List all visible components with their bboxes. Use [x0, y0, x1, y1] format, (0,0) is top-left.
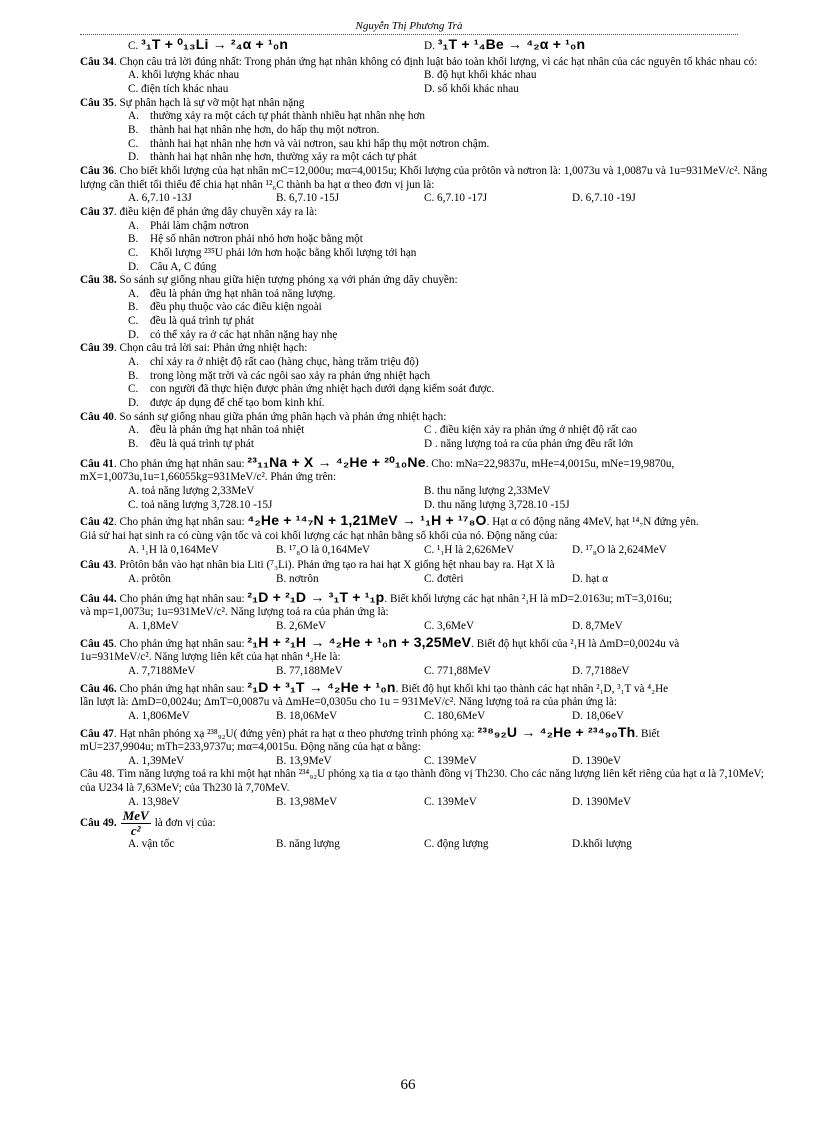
- option-b[interactable]: B. nơtrôn: [276, 572, 319, 585]
- answer-options: [128, 544, 780, 558]
- option-a[interactable]: đều là phản ứng hạt nhân toả nhiệt: [150, 424, 305, 437]
- option-d[interactable]: D. thành hai hạt nhân nhẹ hơn, thường xảy ra một cách tự phát: [128, 151, 417, 164]
- option-b[interactable]: B. thu năng lượng 2,33MeV: [424, 485, 551, 497]
- option-c[interactable]: C. đều là quá trình tự phát: [128, 315, 254, 328]
- question-41: Câu 41. Cho phản ứng hạt nhân sau: ²³₁₁Na + X → ⁴₂He + ²⁰₁₀Ne. Cho: mNa=22,9837u, mHe=4,0015u, mNe=19,9870u,: [80, 453, 675, 470]
- option-c[interactable]: C . điều kiện xảy ra phản ứng ở nhiệt độ rất cao: [424, 424, 637, 437]
- option-b[interactable]: B. 13,98MeV: [276, 795, 338, 808]
- question-47: Câu 47. Hạt nhân phóng xạ ²³⁸₉₂U( đứng yên) phát ra hạt α theo phương trình phóng xạ: ²³⁸₉₂U → ⁴₂He + ²³⁴₉₀Th. Biết: [80, 723, 660, 740]
- question-42-line2: Giả sử hai hạt sinh ra có cùng vận tốc và coi khối lượng các hạt nhân bằng số khối của nó. Động năng của:: [80, 529, 558, 542]
- option-c[interactable]: C. 771,88MeV: [424, 664, 491, 677]
- question-39: Câu 39. Chọn câu trả lời sai: Phản ứng nhiệt hạch:: [80, 342, 308, 355]
- question-42: Câu 42. Cho phản ứng hạt nhân sau: ⁴₂He + ¹⁴₇N + 1,21MeV → ¹₁H + ¹⁷₈O. Hạt α có động năng 4MeV, hạt ¹⁴₇N đứng yên.: [80, 512, 699, 529]
- option-d[interactable]: D. 6,7.10 -19J: [572, 192, 636, 205]
- option-d[interactable]: D. thu năng lượng 3,728.10 -15J: [424, 498, 570, 511]
- question-44: Câu 44. Cho phản ứng hạt nhân sau: ²₁D + ²₁D → ³₁T + ¹₁p. Biết khối lượng các hạt nhân ²₁H là mD=2.0163u; mT=3,016u;: [80, 588, 672, 605]
- reaction-equation: ²³₁₁Na + X → ⁴₂He + ²⁰₁₀Ne: [247, 453, 426, 470]
- option-c[interactable]: C. 6,7.10 -17J: [424, 192, 488, 205]
- option-label: D.: [424, 40, 435, 52]
- option-d[interactable]: D . năng lượng toả ra của phản ứng đều rất lớn: [424, 438, 634, 451]
- question-46-line2: lần lượt là: ΔmD=0,0024u; ΔmT=0,0087u và ΔmHe=0,0305u cho 1u = 931MeV/c². Năng lượng toả ra của phản ứng là:: [80, 696, 617, 709]
- question-46: Câu 46. Cho phản ứng hạt nhân sau: ²₁D + ³₁T → ⁴₂He + ¹₀n. Biết độ hụt khối khi tạo thành các hạt nhân ²₁D, ³₁T và ⁴₂He: [80, 678, 669, 695]
- option-d[interactable]: D. hạt α: [572, 572, 608, 585]
- answer-options: [128, 838, 780, 852]
- option-d[interactable]: D. ¹⁷₈O là 2,624MeV: [572, 543, 667, 556]
- option-a[interactable]: A. chỉ xảy ra ở nhiệt độ rất cao (hàng chục, hàng trăm triệu độ): [128, 356, 419, 369]
- option-a[interactable]: A. khối lượng khác nhau: [128, 69, 240, 82]
- option-b[interactable]: B. thành hai hạt nhân nhẹ hơn, do hấp thụ một nơtron.: [128, 123, 380, 136]
- question-35: Câu 35. Sự phân hạch là sự vỡ một hạt nhân nặng: [80, 96, 305, 109]
- option-a[interactable]: A. toả năng lượng 2,33MeV: [128, 485, 255, 497]
- reaction-equation: ²³⁸₉₂U → ⁴₂He + ²³⁴₉₀Th: [477, 723, 636, 740]
- option-b[interactable]: B. Hệ số nhân nơtron phải nhỏ hơn hoặc bằng một: [128, 233, 363, 246]
- option-d[interactable]: D. số khối khác nhau: [424, 82, 519, 95]
- answer-options: [128, 69, 780, 83]
- option-c[interactable]: C. đơtêri: [424, 572, 464, 585]
- reaction-equation: ²₁D + ²₁D → ³₁T + ¹₁p: [247, 588, 385, 605]
- option-c[interactable]: C. 139MeV: [424, 754, 477, 767]
- option-a[interactable]: A. 1,806MeV: [128, 709, 190, 722]
- answer-options: [128, 620, 780, 634]
- option-d[interactable]: D. Câu A, C đúng: [128, 260, 217, 273]
- reaction-equation: ⁴₂He + ¹⁴₇N + 1,21MeV → ¹₁H + ¹⁷₈O: [247, 512, 487, 529]
- question-34: Câu 34. Chọn câu trả lời đúng nhất: Trong phản ứng hạt nhân không có định luật bảo toàn khối lượng, vì các hạt nhân của các nguyên tố khác nhau có:: [80, 55, 758, 68]
- option-b[interactable]: B. năng lượng: [276, 838, 340, 851]
- option-c[interactable]: C. 139MeV: [424, 795, 477, 808]
- option-a[interactable]: A. thường xảy ra một cách tự phát thành nhiều hạt nhân nhẹ hơn: [128, 110, 425, 123]
- answer-options: [128, 192, 780, 206]
- option-c[interactable]: C. toả năng lượng 3,728.10 -15J: [128, 498, 273, 511]
- answer-options: [128, 485, 780, 499]
- option-c[interactable]: C. Khối lượng ²³⁵U phải lớn hơn hoặc bằng khối lượng tới hạn: [128, 246, 417, 259]
- answer-options: [128, 755, 780, 769]
- option-b[interactable]: đều là quá trình tự phát: [150, 438, 254, 451]
- page-number: 66: [400, 1077, 416, 1093]
- option-a[interactable]: A. Phải làm chậm nơtron: [128, 219, 249, 232]
- option-c[interactable]: C. thành hai hạt nhân nhẹ hơn và vài nơtron, sau khi hấp thụ một nơtron chậm.: [128, 137, 490, 150]
- answer-options: [128, 710, 780, 724]
- option-label: C.: [128, 40, 139, 52]
- question-48: Câu 48. Tìm năng lượng toả ra khi một hạt nhân ²³⁴₉₂U phóng xạ tia α tạo thành đồng vị Th230. Cho các năng lượng liên kết riêng của hạt α là 7,10MeV; của U234 là 7,63MeV; của Th230 là 7,70MeV.: [80, 768, 764, 795]
- option-d[interactable]: D. 1390eV: [572, 754, 622, 767]
- option-b[interactable]: B. 6,7.10 -15J: [276, 192, 340, 205]
- option-c[interactable]: C. 3,6MeV: [424, 619, 475, 632]
- question-38: Câu 38. So sánh sự giống nhau giữa hiện tượng phóng xạ với phản ứng dây chuyền:: [80, 274, 458, 287]
- question-36: Câu 36. Cho biết khối lượng của hạt nhân mC=12,000u; mα=4,0015u; Khối lượng của prôtôn và nơtron là: 1,0073u và 1,0087u và 1u=931MeV/c². Năng lượng cần thiết tối thiểu để chia hạt nhân ¹²₆C thành ba hạt α theo đơn vị jun là:: [80, 164, 768, 191]
- option-c[interactable]: C. 180,6MeV: [424, 709, 486, 722]
- reaction-equation: ³₁T + ¹₄Be → ⁴₂α + ¹₀n: [437, 36, 586, 52]
- option-b[interactable]: B. độ hụt khối khác nhau: [424, 69, 537, 82]
- answer-options: [128, 665, 780, 679]
- option-b[interactable]: B. ¹⁷₈O là 0,164MeV: [276, 543, 371, 556]
- question-41-line2: mX=1,0073u,1u=1,66055kg=931MeV/c². Phản ứng trên:: [80, 471, 337, 484]
- page-header: Nguyễn Thị Phương Trà: [80, 20, 738, 35]
- answer-options: [128, 796, 780, 810]
- question-45: Câu 45. Cho phản ứng hạt nhân sau: ²₁H + ²₁H → ⁴₂He + ¹₀n + 3,25MeV. Biết độ hụt khối của ²₁H là ΔmD=0,0024u và: [80, 633, 680, 650]
- question-49: Câu 49. MeV c² là đơn vị của:: [80, 808, 216, 839]
- option-b[interactable]: B. 18,06MeV: [276, 709, 338, 722]
- option-b[interactable]: B. trong lòng mặt trời và các ngôi sao xảy ra phản ứng nhiệt hạch: [128, 369, 431, 382]
- option-a[interactable]: A. 13,98eV: [128, 795, 180, 808]
- unit-fraction: MeV c²: [122, 808, 149, 839]
- option-b[interactable]: B. 2,6MeV: [276, 619, 327, 632]
- option-a[interactable]: A. 1,39MeV: [128, 754, 185, 767]
- option-c[interactable]: C. con người đã thực hiện được phản ứng nhiệt hạch dưới dạng kiểm soát được.: [128, 383, 495, 396]
- question-43: Câu 43. Prôtôn bắn vào hạt nhân bia Liti (⁷₃Li). Phản ứng tạo ra hai hạt X giống hệt nhau bay ra. Hạt X là: [80, 559, 555, 572]
- option-a[interactable]: A. 1,8MeV: [128, 619, 179, 632]
- option-b[interactable]: B. 77,188MeV: [276, 664, 343, 677]
- option-d[interactable]: D.khối lượng: [572, 838, 632, 851]
- question-47-line2: mU=237,9904u; mTh=233,9737u; mα=4,0015u. Động năng của hạt α bằng:: [80, 741, 421, 754]
- option-d[interactable]: D. 7,7188eV: [572, 664, 630, 677]
- reaction-equation: ²₁H + ²₁H → ⁴₂He + ¹₀n + 3,25MeV: [247, 633, 472, 650]
- answer-options: [128, 83, 780, 97]
- option-b[interactable]: B. đều phụ thuộc vào các điều kiện ngoài: [128, 301, 322, 314]
- option-a[interactable]: A. đều là phản ứng hạt nhân toả năng lượng.: [128, 287, 336, 300]
- question-45-line2: 1u=931MeV/c². Năng lượng liên kết của hạt nhân ⁴₂He là:: [80, 651, 341, 664]
- option-c[interactable]: C. ¹₁H là 2,626MeV: [424, 543, 515, 556]
- q33-options: [128, 36, 780, 54]
- answer-options: [128, 573, 780, 587]
- option-d[interactable]: D. 1390MeV: [572, 795, 632, 808]
- option-a[interactable]: A. 7,7188MeV: [128, 664, 196, 677]
- answer-options: [128, 499, 780, 513]
- option-a[interactable]: A. ¹₁H là 0,164MeV: [128, 543, 219, 556]
- question-37: Câu 37. điều kiện để phản ứng dây chuyền xảy ra là:: [80, 205, 318, 218]
- answer-row: A. đều là phản ứng hạt nhân toả nhiệt C . điều kiện xảy ra phản ứng ở nhiệt độ rất cao: [128, 424, 637, 437]
- question-44-line2: và mp=1,0073u; 1u=931MeV/c². Năng lượng toả ra của phản ứng là:: [80, 606, 389, 619]
- option-a[interactable]: A. 6,7.10 -13J: [128, 192, 192, 205]
- option-d[interactable]: D. được áp dụng để chế tạo bom kinh khí.: [128, 397, 325, 410]
- answer-row: B. đều là quá trình tự phát D . năng lượng toả ra của phản ứng đều rất lớn: [128, 438, 634, 451]
- option-d[interactable]: D. 18,06eV: [572, 709, 624, 722]
- question-40: Câu 40. So sánh sự giống nhau giữa phản ứng phân hạch và phản ứng nhiệt hạch:: [80, 410, 447, 423]
- option-d[interactable]: D. có thể xảy ra ở các hạt nhân nặng hay nhẹ: [128, 328, 338, 341]
- option-a[interactable]: A. vận tốc: [128, 838, 175, 851]
- option-c[interactable]: C. điện tích khác nhau: [128, 82, 229, 95]
- option-a[interactable]: A. prôtôn: [128, 572, 171, 585]
- reaction-equation: ²₁D + ³₁T → ⁴₂He + ¹₀n: [247, 678, 396, 695]
- option-d[interactable]: D. 8,7MeV: [572, 619, 623, 632]
- document-body: [80, 36, 780, 852]
- option-b[interactable]: B. 13,9MeV: [276, 754, 332, 767]
- option-c[interactable]: C. động lượng: [424, 838, 489, 851]
- reaction-equation: ³₁T + ⁰₁₃Li → ²₄α + ¹₀n: [141, 36, 289, 52]
